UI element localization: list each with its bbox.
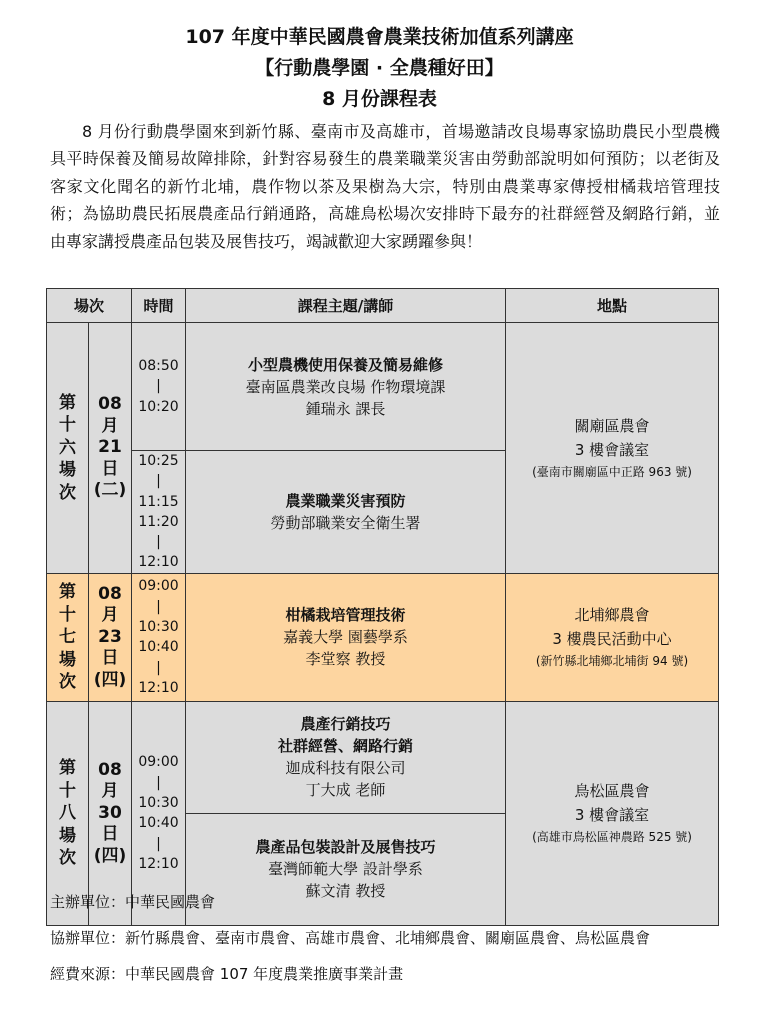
header-location: 地點 xyxy=(506,289,719,323)
table-header-row xyxy=(47,289,719,323)
session-name-char: 七 xyxy=(59,627,76,648)
session-name-char: 第 xyxy=(59,582,76,603)
time-line: | xyxy=(156,534,161,551)
speaker-line: 臺灣師範大學 設計學系 xyxy=(268,860,423,879)
speaker-line: 蘇文清 教授 xyxy=(305,882,386,901)
session-name-char: 場 xyxy=(59,825,76,846)
time-line: | xyxy=(156,378,161,395)
topic-cell xyxy=(186,323,506,451)
session-date-char: 30 xyxy=(98,802,122,823)
session-name-char: 八 xyxy=(59,803,76,824)
table-row xyxy=(47,701,719,813)
time-cell xyxy=(132,451,186,574)
session-date-char: 08 xyxy=(98,583,122,604)
time-line: 12:10 xyxy=(138,679,179,696)
session-name-char: 十 xyxy=(59,780,76,801)
intro-paragraph xyxy=(50,118,720,255)
session-name-char: 十 xyxy=(59,415,76,436)
session-date-char: 日 xyxy=(101,648,119,669)
session-date-cell xyxy=(89,573,132,701)
session-date-char: 23 xyxy=(98,626,122,647)
session-name-cell xyxy=(47,573,89,701)
time-line: | xyxy=(156,835,161,852)
time-line: 12:10 xyxy=(138,554,179,571)
time-line: 08:50 xyxy=(138,358,179,375)
topic-cell xyxy=(186,451,506,574)
topic-title: 小型農機使用保養及簡易維修 xyxy=(248,355,444,374)
time-line: 10:25 xyxy=(138,453,179,469)
speaker-line: 臺南區農業改良場 作物環境課 xyxy=(245,377,446,396)
speaker-line: 鍾瑞永 課長 xyxy=(305,399,386,418)
time-line: 09:00 xyxy=(138,754,179,771)
topic-title: 社群經營、網路行銷 xyxy=(278,737,414,756)
time-line: 10:40 xyxy=(138,639,179,656)
co-organizer-label: 協辦單位： xyxy=(50,929,126,947)
session-date-char: 08 xyxy=(98,759,122,780)
session-name-char: 六 xyxy=(59,437,76,458)
session-date-char: 日 xyxy=(101,824,119,845)
co-organizer-value: 新竹縣農會、臺南市農會、高雄市農會、北埔鄉農會、關廟區農會、鳥松區農會 xyxy=(125,929,651,947)
header-topic: 課程主題/講師 xyxy=(186,289,506,323)
topic-title: 農產品包裝設計及展售技巧 xyxy=(255,838,436,857)
session-name-char: 十 xyxy=(59,604,76,625)
session-name-char: 第 xyxy=(59,392,76,413)
speaker-line: 勞動部職業安全衛生署 xyxy=(270,513,421,532)
main-title: 107 年度中華民國農會農業技術加值系列講座 xyxy=(185,26,574,48)
title-block xyxy=(0,22,759,115)
time-line: 12:10 xyxy=(138,855,179,872)
topic-title: 農業職業災害預防 xyxy=(285,491,406,510)
location-line: 鳥松區農會 xyxy=(574,782,650,801)
time-line: 09:00 xyxy=(138,578,179,595)
session-date-char: (四) xyxy=(93,669,127,690)
time-line: | xyxy=(156,774,161,791)
table-row xyxy=(47,573,719,701)
session-name-char: 次 xyxy=(59,672,76,693)
location-line: 3 樓會議室 xyxy=(574,806,650,825)
schedule-table xyxy=(46,288,719,926)
session-date-char: 月 xyxy=(101,415,119,436)
session-name-char: 次 xyxy=(59,482,76,503)
organizer-row xyxy=(50,887,730,917)
session-date-char: 月 xyxy=(101,781,119,802)
funding-row xyxy=(50,959,730,989)
location-cell xyxy=(506,323,719,574)
time-cell xyxy=(132,573,186,701)
sub-title: 【行動農學園 · 全農種好田】 xyxy=(255,57,504,79)
intro-text: 8 月份行動農學園來到新竹縣、臺南市及高雄市，首場邀請改良場專家協助農民小型農機具平時保養及簡易故障排除，針對容易發生的農業職業災害由勞動部說明如何預防；以老街及客家文化聞名的新竹北埔，農作物以茶及果樹為大宗，特別由農業專家傳授柑橘栽培管理技術；為協助農民拓展農產品行銷通路，高雄鳥松場次安排時下最夯的社群經營及網路行銷，並由專家講授農產品包裝及展售技巧，竭誠歡迎大家踴躍參與！ xyxy=(50,122,720,251)
header-time: 時間 xyxy=(132,289,186,323)
table-row xyxy=(47,323,719,451)
session-name-cell xyxy=(47,323,89,574)
organizer-label: 主辦單位： xyxy=(50,893,126,911)
topic-title: 農產行銷技巧 xyxy=(300,715,391,734)
session-date-char: (四) xyxy=(93,845,127,866)
time-line: | xyxy=(156,473,161,490)
time-line: 10:40 xyxy=(138,815,179,832)
time-line: 11:20 xyxy=(138,513,179,530)
time-line: | xyxy=(156,659,161,676)
time-line: 11:15 xyxy=(138,493,179,510)
funding-value: 中華民國農會 107 年度農業推廣事業計畫 xyxy=(125,965,404,983)
session-name-char: 場 xyxy=(59,460,76,481)
session-date-char: 日 xyxy=(101,458,119,479)
location-address: (新竹縣北埔鄉北埔街 94 號) xyxy=(535,654,689,669)
time-line: 10:30 xyxy=(138,794,179,811)
session-date-cell xyxy=(89,323,132,574)
session-name-char: 第 xyxy=(59,758,76,779)
speaker-line: 嘉義大學 園藝學系 xyxy=(283,628,408,647)
time-line: 10:30 xyxy=(138,618,179,635)
speaker-line: 迦成科技有限公司 xyxy=(285,759,406,778)
location-line: 3 樓農民活動中心 xyxy=(552,630,672,649)
speaker-line: 丁大成 老師 xyxy=(305,781,386,800)
topic-cell xyxy=(186,701,506,813)
topic-cell xyxy=(186,573,506,701)
session-date-char: 月 xyxy=(101,605,119,626)
header-session: 場次 xyxy=(47,289,132,323)
location-cell xyxy=(506,573,719,701)
co-organizer-row xyxy=(50,923,730,953)
footer-info xyxy=(50,887,730,989)
schedule-title: 8 月份課程表 xyxy=(322,88,437,110)
session-name-char: 場 xyxy=(59,649,76,670)
time-cell xyxy=(132,323,186,451)
location-line: 北埔鄉農會 xyxy=(574,606,650,625)
time-line: | xyxy=(156,598,161,615)
location-line: 關廟區農會 xyxy=(574,416,650,435)
session-date-char: 08 xyxy=(98,394,122,415)
session-date-char: (二) xyxy=(93,480,127,501)
location-address: (高雄市鳥松區神農路 525 號) xyxy=(532,830,692,845)
topic-title: 柑橘栽培管理技術 xyxy=(285,606,406,625)
time-line: 10:20 xyxy=(138,398,179,415)
speaker-line: 李堂察 教授 xyxy=(305,650,386,669)
location-address: (臺南市關廟區中正路 963 號) xyxy=(532,464,692,479)
session-name-char: 次 xyxy=(59,848,76,869)
funding-label: 經費來源： xyxy=(50,965,126,983)
session-date-char: 21 xyxy=(98,437,122,458)
location-line: 3 樓會議室 xyxy=(574,440,650,459)
organizer-value: 中華民國農會 xyxy=(125,893,216,911)
